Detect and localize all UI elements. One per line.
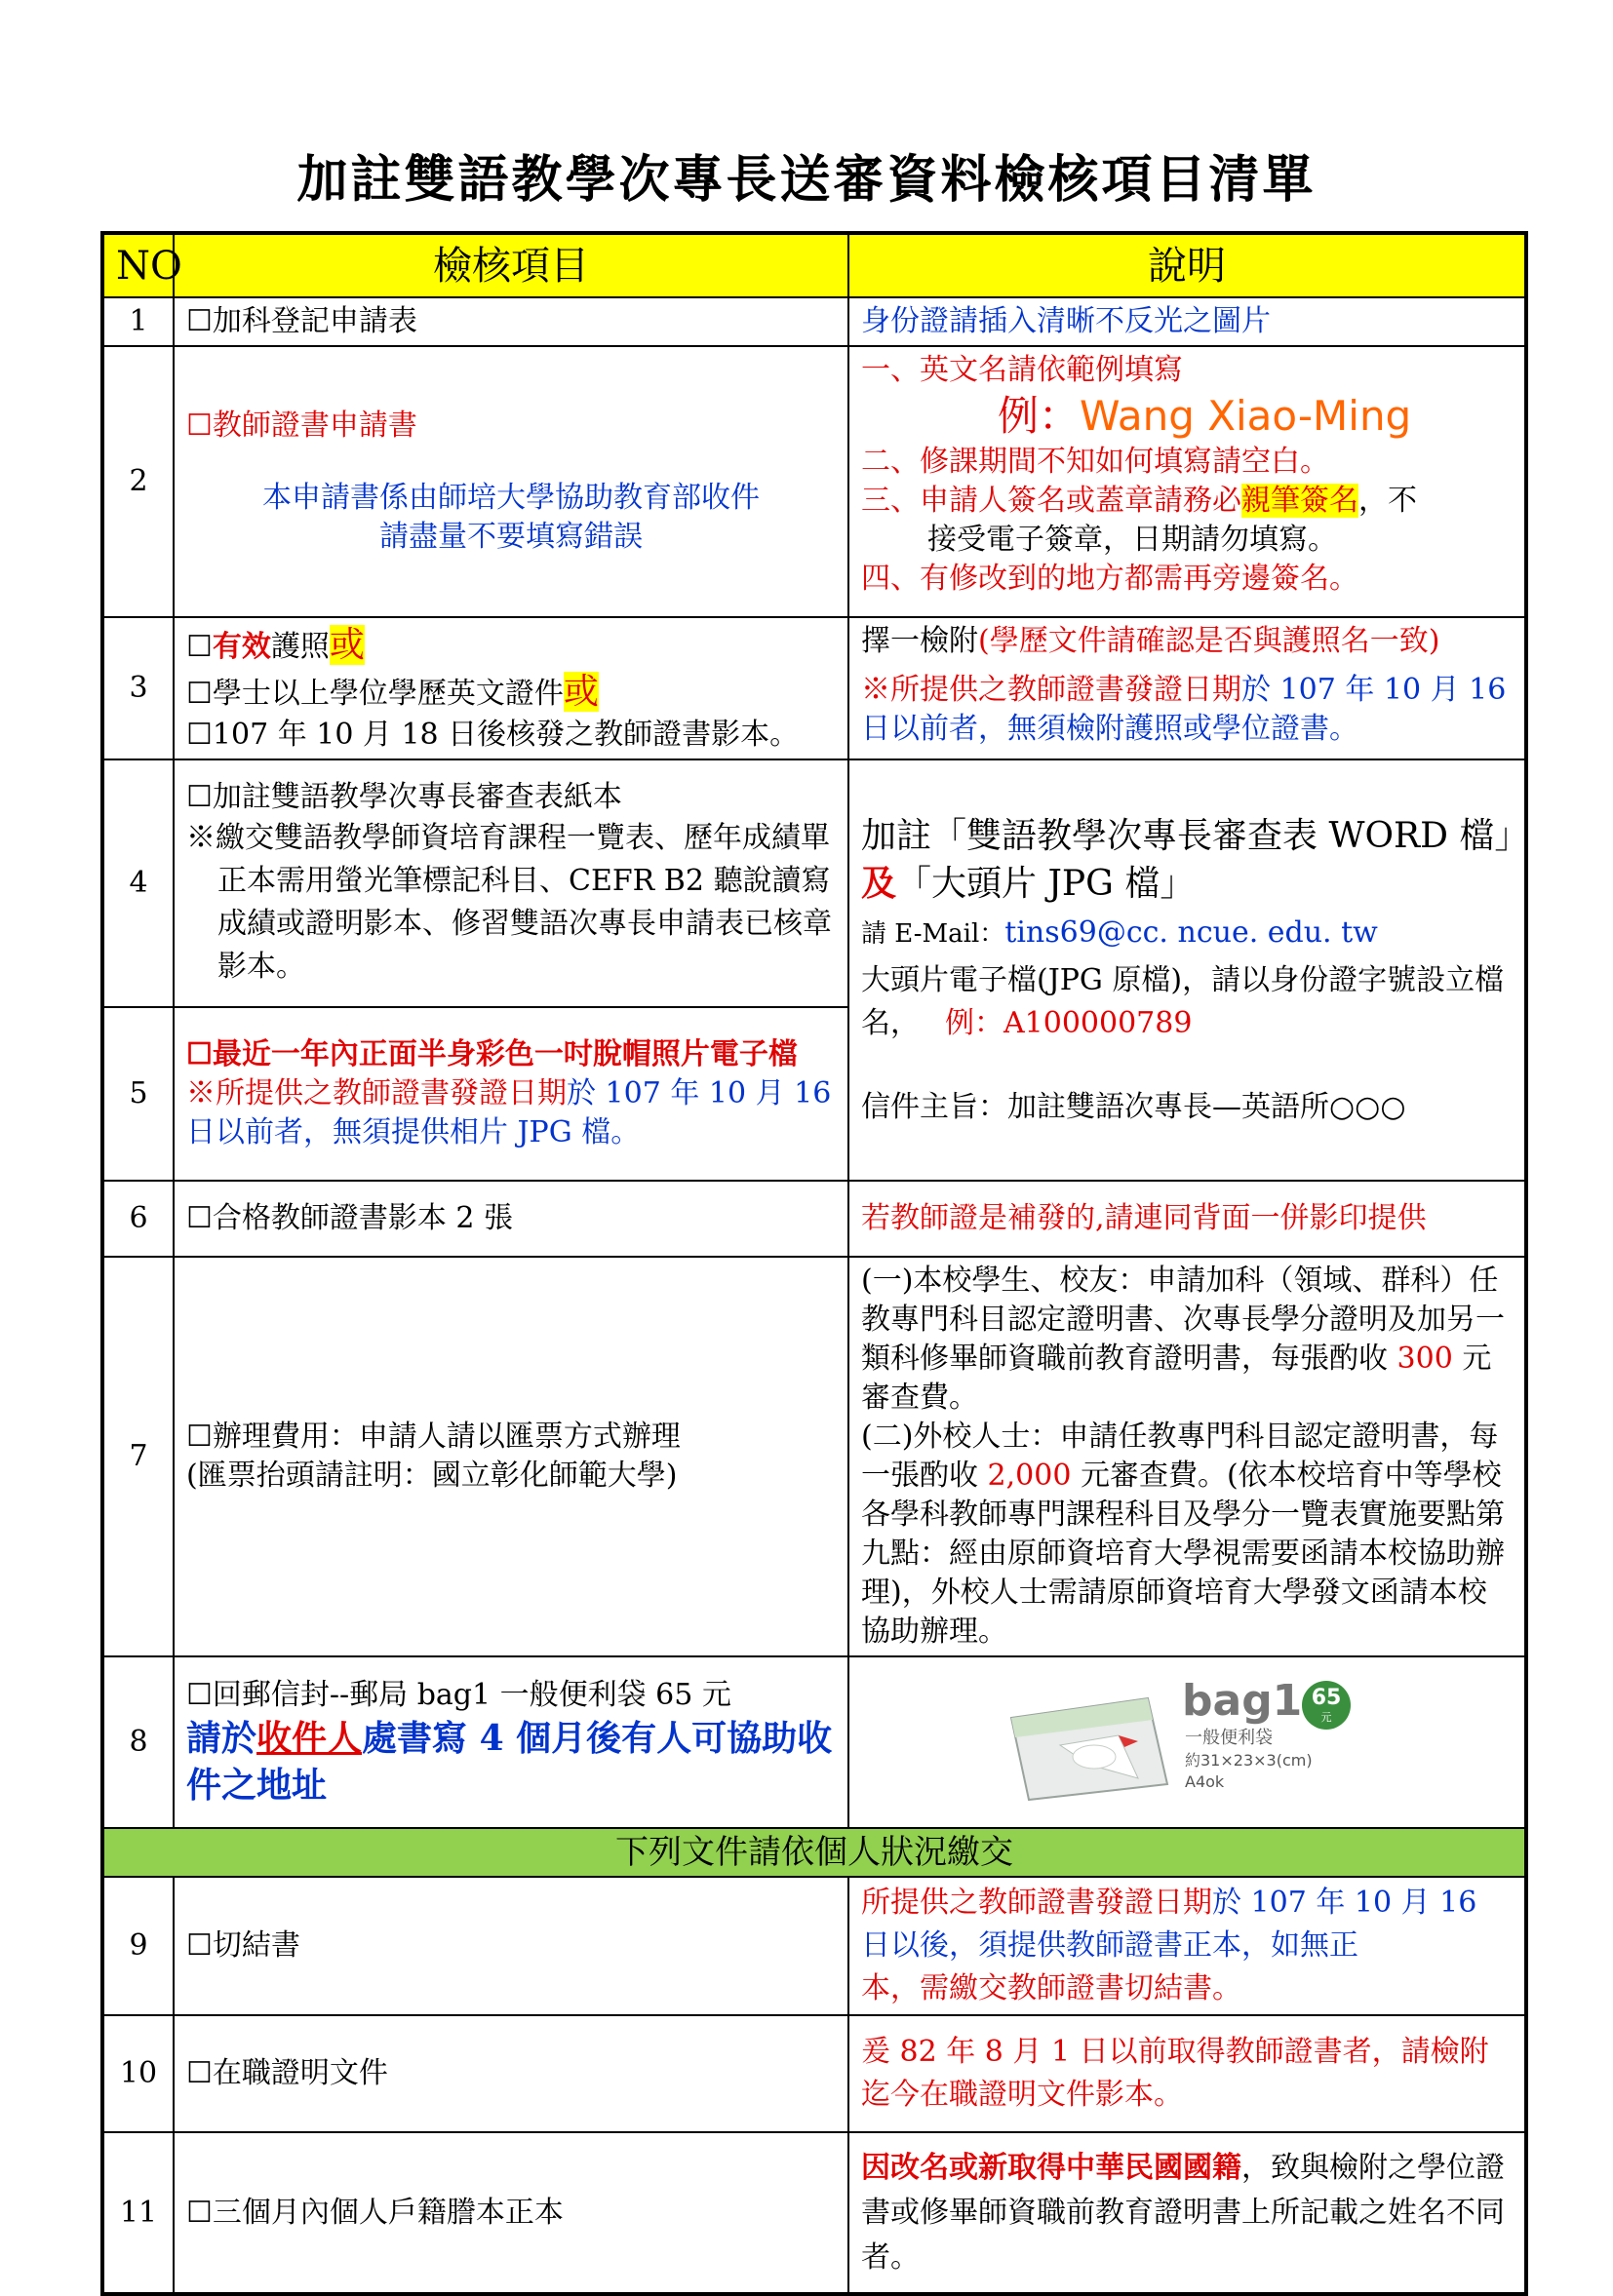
desc-text: 三、申請人簽名或蓋章請務必 bbox=[861, 484, 1241, 518]
item-text: 處書寫 4 個月後有人可協助收件之地址 bbox=[186, 1718, 833, 1806]
item-line: ☐辦理費用：申請人請以匯票方式辦理 bbox=[186, 1420, 681, 1454]
desc-line bbox=[861, 671, 1513, 749]
bag-name: bag1 bbox=[1182, 1675, 1303, 1726]
price-badge bbox=[1302, 1681, 1351, 1730]
desc-text: 「大頭片 JPG 檔」 bbox=[896, 864, 1196, 904]
table-row bbox=[102, 1257, 1526, 1656]
desc-text: 2,000 bbox=[987, 1459, 1072, 1493]
item-note: 本申請書係由師培大學協助教育部收件 bbox=[262, 481, 760, 515]
desc-text: 擇一檢附 bbox=[861, 624, 978, 658]
row-no: 1 bbox=[102, 297, 174, 346]
item-line: ☐回郵信封--郵局 bag1 一般便利袋 65 元 bbox=[186, 1678, 731, 1712]
page-title: 加註雙語教學次專長送審資料檢核項目清單 bbox=[296, 151, 1317, 210]
checkbox-icon: ☐ bbox=[186, 630, 213, 664]
item-text: 有效 bbox=[212, 630, 271, 664]
item-line: ☐加註雙語教學次專長審查表紙本 bbox=[186, 780, 622, 814]
desc-line: 接受電子簽章，日期請勿填寫。 bbox=[927, 523, 1337, 557]
desc-line: 一、英文名請依範例填寫 bbox=[861, 353, 1183, 387]
desc-line bbox=[861, 914, 1513, 953]
desc-line bbox=[861, 1882, 1513, 1967]
bag-size: 約31×23×3(cm) bbox=[1185, 1750, 1313, 1770]
row-no: 2 bbox=[102, 346, 174, 617]
table-header-row bbox=[102, 233, 1526, 297]
desc-text: 及 bbox=[861, 863, 897, 904]
row-desc: 若教師證是補發的,請連同背面一併影印提供 bbox=[848, 1181, 1526, 1257]
row-desc: 身份證請插入清晰不反光之圖片 bbox=[848, 297, 1526, 346]
item-note: 請盡量不要填寫錯誤 bbox=[379, 520, 643, 554]
item-or: 或 bbox=[563, 672, 599, 712]
table-row bbox=[102, 2132, 1526, 2294]
desc-text: 元審查費。 bbox=[861, 1342, 1492, 1415]
desc-text: 大頭片電子檔(JPG 原檔)，請以身份證字號設立檔名， bbox=[861, 963, 1505, 1040]
table-row bbox=[102, 617, 1526, 759]
desc-line bbox=[861, 622, 1513, 661]
row-no: 9 bbox=[102, 1877, 174, 2015]
desc-line: 本，需繳交教師證書切結書。 bbox=[861, 1971, 1241, 2005]
row-no: 6 bbox=[102, 1181, 174, 1257]
row-desc bbox=[848, 346, 1526, 617]
row-desc bbox=[848, 617, 1526, 759]
row-item bbox=[174, 1257, 848, 1656]
desc-line bbox=[861, 959, 1513, 1045]
desc-text: 請 E-Mail： bbox=[861, 919, 1005, 949]
desc-line bbox=[861, 1418, 1513, 1652]
row-item: ☐在職證明文件 bbox=[174, 2015, 848, 2132]
row-item bbox=[174, 1007, 848, 1181]
row-item bbox=[174, 346, 848, 617]
email-link[interactable]: tins69@cc. ncue. edu. tw bbox=[1004, 915, 1378, 950]
section-title: 下列文件請依個人狀況繳交 bbox=[102, 1828, 1526, 1877]
desc-text: (學歷文件請確認是否與護照名一致) bbox=[978, 624, 1440, 658]
item-text: ☐學士以上學位學歷英文證件 bbox=[186, 677, 564, 711]
row-desc bbox=[848, 759, 1530, 1181]
header-desc: 說明 bbox=[848, 233, 1526, 297]
bag-subtitle: 一般便利袋 bbox=[1185, 1727, 1273, 1748]
desc-text: 於 107 年 10 月 16 日以前者，無須檢附護照或學位證書。 bbox=[861, 673, 1507, 746]
row-desc bbox=[848, 1656, 1526, 1828]
bag1-envelope-image bbox=[1002, 1677, 1372, 1804]
row-item bbox=[174, 617, 848, 759]
row-no: 8 bbox=[102, 1656, 174, 1828]
row-desc bbox=[848, 2132, 1526, 2294]
desc-line: 四、有修改到的地方都需再旁邊簽名。 bbox=[861, 562, 1358, 596]
item-text: 收件人 bbox=[256, 1718, 363, 1759]
row-no: 4 bbox=[102, 759, 174, 1007]
row-no: 10 bbox=[102, 2015, 174, 2132]
item-line bbox=[186, 669, 836, 716]
item-line: ☐107 年 10 月 18 日後核發之教師證書影本。 bbox=[186, 718, 800, 752]
table-row bbox=[102, 1877, 1526, 2015]
row-item bbox=[174, 759, 848, 1007]
desc-text: 加註「雙語教學次專長審查表 WORD 檔」 bbox=[861, 816, 1530, 856]
item-line bbox=[186, 622, 836, 669]
row-item: ☐加科登記申請表 bbox=[174, 297, 848, 346]
desc-text: 因改名或新取得中華民國國籍 bbox=[861, 2150, 1241, 2185]
item-line: (匯票抬頭請註明：國立彰化師範大學) bbox=[186, 1459, 678, 1493]
item-line: ※繳交雙語教學師資培育課程一覽表、歷年成績單正本需用螢光筆標記科目、CEFR B2 聽說讀寫成績或證明影本、修習雙語次專長申請表已核章影本。 bbox=[186, 821, 832, 984]
price-value: 65 bbox=[1311, 1685, 1342, 1710]
item-label: ☐教師證書申請書 bbox=[186, 409, 417, 443]
row-no: 5 bbox=[102, 1007, 174, 1181]
header-no: NO bbox=[102, 233, 174, 297]
row-no: 11 bbox=[102, 2132, 174, 2294]
row-desc bbox=[848, 1877, 1526, 2015]
price-unit: 元 bbox=[1320, 1710, 1332, 1724]
row-no: 3 bbox=[102, 617, 174, 759]
row-desc bbox=[848, 1257, 1526, 1656]
bag-a4: A4ok bbox=[1185, 1771, 1225, 1791]
desc-text: 所提供之教師證書發證日期 bbox=[861, 1886, 1212, 1920]
desc-line bbox=[861, 1262, 1513, 1418]
table-row bbox=[102, 2015, 1526, 2132]
row-item: ☐合格教師證書影本 2 張 bbox=[174, 1181, 848, 1257]
row-item: ☐切結書 bbox=[174, 1877, 848, 2015]
item-line bbox=[186, 1715, 836, 1809]
desc-text: 於 107 年 10 月 16 日以後，須提供教師證書正本，如無正 bbox=[861, 1886, 1477, 1963]
desc-line bbox=[861, 482, 1513, 521]
item-text: 請於 bbox=[186, 1718, 257, 1759]
desc-text: ※所提供之教師證書發證日期 bbox=[861, 673, 1241, 707]
desc-text: 例：A100000789 bbox=[945, 1006, 1193, 1040]
row-desc: 爰 82 年 8 月 1 日以前取得教師證書者，請檢附迄今在職證明文件影本。 bbox=[848, 2015, 1526, 2132]
row-item bbox=[174, 1656, 848, 1828]
item-text: 於 107 年 10 月 16 日以前者，無須提供相片 JPG 檔。 bbox=[186, 1076, 832, 1149]
item-line: ☐最近一年內正面半身彩色一吋脫帽照片電子檔 bbox=[186, 1037, 798, 1071]
desc-highlight: 親筆簽名 bbox=[1241, 484, 1358, 518]
table-row bbox=[102, 759, 1526, 1007]
desc-text: ，致與檢附之學位證書或修畢師資職前教育證明書上所記載之姓名不同者。 bbox=[861, 2150, 1505, 2275]
desc-line: 信件主旨：加註雙語次專長—英語所○○○ bbox=[861, 1090, 1406, 1124]
item-text: 護照 bbox=[270, 630, 330, 664]
example-name: Wang Xiao-Ming bbox=[1080, 392, 1412, 440]
section-header-row bbox=[102, 1828, 1526, 1877]
example-prefix: 例： bbox=[998, 392, 1081, 440]
row-item: ☐三個月內個人戶籍謄本正本 bbox=[174, 2132, 848, 2294]
table-row bbox=[102, 1656, 1526, 1828]
table-row bbox=[102, 1181, 1526, 1257]
desc-line bbox=[861, 813, 1530, 908]
row-no: 7 bbox=[102, 1257, 174, 1656]
item-line bbox=[186, 1074, 836, 1152]
desc-text: (二)外校人士：申請任教專門科目認定證明書，每一張酌收 bbox=[861, 1420, 1499, 1493]
checklist-table bbox=[100, 231, 1528, 2296]
english-name-example bbox=[861, 390, 1513, 443]
header-item: 檢核項目 bbox=[174, 233, 848, 297]
desc-line: 二、修課期間不知如何填寫請空白。 bbox=[861, 445, 1329, 479]
table-row bbox=[102, 346, 1526, 617]
table-row bbox=[102, 297, 1526, 346]
desc-text: 300 bbox=[1397, 1342, 1453, 1376]
item-text: ※所提供之教師證書發證日期 bbox=[186, 1076, 567, 1110]
desc-text: ，不 bbox=[1358, 484, 1417, 518]
desc-text: 元審查費。(依本校培育中等學校各學科教師專門課程科目及學分一覽表實施要點第九點：經由原師資培育大學視需要函請本校協助辦理)，外校人士需請原師資培育大學發文函請本校協助辦理。 bbox=[861, 1459, 1505, 1649]
item-or: 或 bbox=[329, 625, 365, 665]
desc-text: (一)本校學生、校友：申請加科（領域、群科）任教專門科目認定證明書、次專長學分證明及加另一類科修畢師資職前教育證明書，每張酌收 bbox=[861, 1264, 1505, 1376]
